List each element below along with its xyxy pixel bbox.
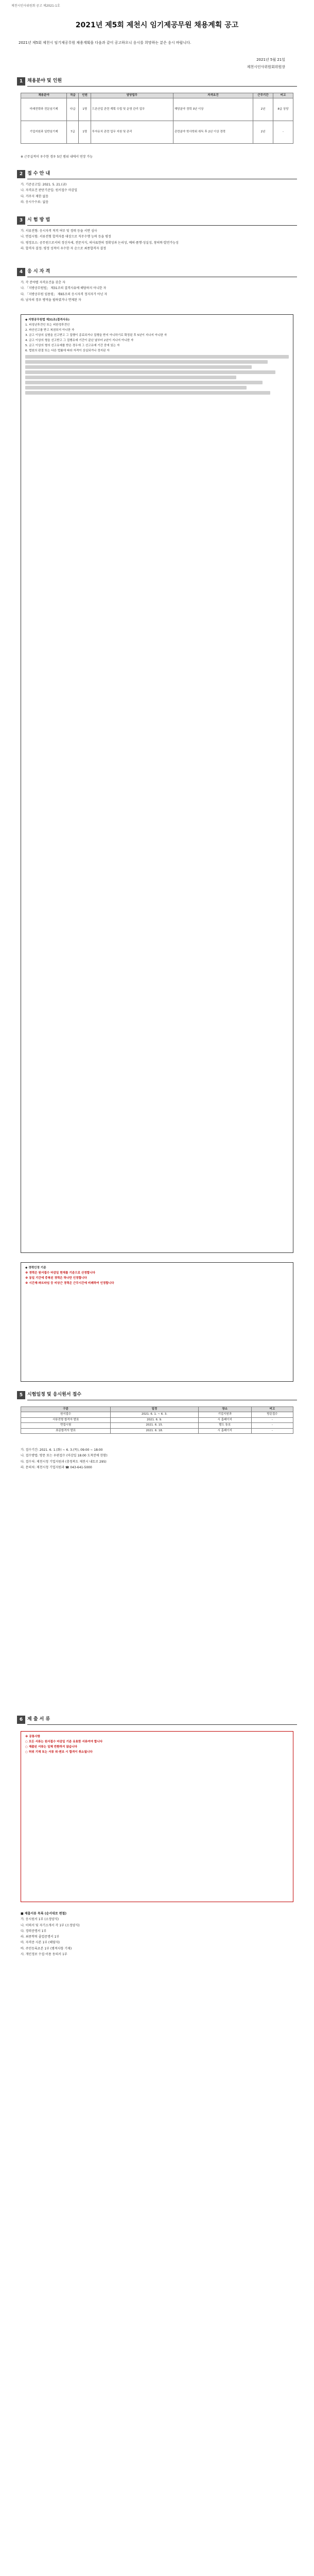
list-item: 다. 「지방공무원 임용령」 제65조의 응시자격 정지자가 아닌 자 (21, 292, 108, 296)
table-cell: 2년 (253, 98, 273, 121)
list-item: 다. 경력증명서 1부 (21, 1929, 47, 1933)
documents-list (21, 1911, 293, 1958)
table-cell: 7급 (67, 121, 79, 144)
table-header: 장소 (198, 1407, 251, 1412)
list-item: 라. 최종학력 졸업증명서 1부 (21, 1935, 60, 1939)
table-cell: - (273, 121, 293, 144)
section-number: 4 (17, 268, 25, 276)
list-item: 4. 금고 이상의 형을 선고받고 그 집행유예 기간이 끝난 날부터 2년이 지나지 아니한 자 (25, 338, 134, 342)
section-number: 6 (17, 1716, 25, 1724)
reception-list (21, 182, 293, 206)
list-item: ※ 경력은 원서접수 마감일 현재를 기준으로 산정합니다 (25, 1271, 96, 1275)
section-number: 2 (17, 170, 25, 178)
section-1-heading (17, 77, 297, 86)
table-row (21, 98, 293, 121)
section-label: 채용분야 및 인원 (27, 78, 62, 83)
section-label: 응 시 자 격 (27, 269, 50, 274)
list-item: 나. 이력서 및 자기소개서 각 1부 (소정양식) (21, 1923, 80, 1927)
table-cell: 최종합격자 발표 (21, 1428, 111, 1433)
section-2-heading (17, 170, 297, 178)
section-5-heading (17, 1391, 297, 1399)
table-cell: 미래전략과 전문임기제 (21, 98, 67, 121)
table-cell: 2021. 6. 15. (111, 1423, 198, 1428)
exam-method-list (21, 229, 293, 252)
box-title: ※ 공통사항 (25, 1735, 40, 1738)
table-cell: - (251, 1423, 293, 1428)
list-item: 다. 평정요소: 공무원으로서의 정신자세, 전문지식, 의사표현의 정확성과 논리성, 예의·품행·성실성, 창의력·발전가능성 (21, 241, 179, 245)
list-item: ※ 동일 기간에 중복된 경력은 하나만 인정합니다 (25, 1276, 87, 1280)
list-item: 나. 「지방공무원법」 제31조의 결격사유에 해당하지 아니한 자 (21, 286, 107, 291)
table-cell: 1명 (79, 98, 91, 121)
list-item: 가. 응시원서 1부 (소정양식) (21, 1918, 59, 1922)
text-line-placeholder (25, 381, 263, 384)
divider (27, 225, 297, 226)
table-header: 담당업무 (91, 93, 173, 98)
table-row (21, 1417, 293, 1422)
disqualification-box (21, 314, 293, 1253)
table-header: 비고 (273, 93, 293, 98)
signer: 제천시인사위원회위원장 (247, 65, 285, 69)
list-item: 나. 접수방법: 방문 또는 우편접수 (마감일 18:00 도착분에 한함) (21, 1454, 108, 1458)
box-title: ◆ 지방공무원법 제31조(결격사유) (25, 318, 69, 321)
table-header: 비고 (251, 1407, 293, 1412)
text-line-placeholder (25, 391, 270, 395)
table-cell: 관련분야 학사학위 취득 후 2년 이상 경력 (173, 121, 253, 144)
list-item: ○ 제출된 서류는 일체 반환하지 않습니다 (25, 1745, 78, 1749)
list-item: 다. 접수처: 제천시청 기업지원과 (충청북도 제천시 내토로 295) (21, 1460, 107, 1464)
list-item: 마. 자격증 사본 1부 (해당자) (21, 1941, 60, 1945)
table-cell: 1명 (79, 121, 91, 144)
table-cell: 2021. 6. 18. (111, 1428, 198, 1433)
application-list (21, 1448, 293, 1471)
list-item: 가. 각 분야별 자격요건을 갖춘 자 (21, 281, 65, 284)
text-line-placeholder (25, 386, 247, 389)
table-row (21, 1423, 293, 1428)
announcement-date: 2021년 5월 21일 (256, 58, 285, 62)
table-note: ※ 근무실적이 우수한 경우 5년 범위 내에서 연장 가능 (21, 155, 93, 159)
list-item: 가. 서류전형: 응시자격 적격 여부 및 경력 등을 서면 심사 (21, 229, 97, 233)
list-item: 사. 개인정보 수집·이용 동의서 1부 (21, 1953, 67, 1957)
list-item: 다. 거주지 제한 없음 (21, 194, 48, 198)
table-header: 자격요건 (173, 93, 253, 98)
table-cell: 2년 (253, 121, 273, 144)
table-header: 일정 (111, 1407, 198, 1412)
page-title: 2021년 제5회 제천시 임기제공무원 채용계획 공고 (75, 21, 239, 29)
text-line-placeholder (25, 355, 289, 359)
table-cell: - (251, 1417, 293, 1422)
table-cell: 시 홈페이지 (198, 1417, 251, 1422)
table-header: 근무기간 (253, 93, 273, 98)
career-criteria-box (21, 1262, 293, 1382)
list-item: 라. 문의처: 제천시청 기업지원과 ☎ 043-641-5000 (21, 1465, 92, 1469)
section-number: 1 (17, 77, 25, 86)
list-item: ○ 허위 기재 또는 서류 위·변조 시 합격이 취소됩니다 (25, 1750, 93, 1754)
text-line-placeholder (25, 376, 236, 379)
table-header: 인원 (79, 93, 91, 98)
list-item: 나. 자격요건 판단기준일: 원서접수 마감일 (21, 189, 78, 193)
table-cell: 면접시험 (21, 1423, 111, 1428)
table-cell: 방문접수 (251, 1412, 293, 1417)
text-line-placeholder (25, 365, 252, 369)
section-3-heading (17, 216, 297, 225)
text-line-placeholder (25, 370, 275, 374)
section-label: 시 험 방 법 (27, 217, 50, 223)
list-item: 6. 법원의 판결 또는 다른 법률에 따라 자격이 상실되거나 정지된 자 (25, 349, 110, 352)
list-item: 나. 면접시험: 서류전형 합격자를 대상으로 직무수행 능력 등을 평정 (21, 235, 111, 239)
table-cell: 기업지원과 일반임기제 (21, 121, 67, 144)
table-header: 채용분야 (21, 93, 67, 98)
section-6-heading (17, 1716, 297, 1724)
section-label: 제 출 서 류 (27, 1717, 50, 1722)
list-item: 라. 남자의 경우 병역을 필하였거나 면제된 자 (21, 298, 81, 302)
table-cell: 해당분야 경력 3년 이상 (173, 98, 253, 121)
list-item: 1. 피성년후견인 또는 피한정후견인 (25, 323, 70, 327)
table-header: 구분 (21, 1407, 111, 1412)
notice-number: 제천시인사위원회 공고 제2021-1호 (11, 4, 60, 8)
divider (27, 1724, 297, 1725)
list-title: ■ 제출서류 목록 (순서대로 편철) (21, 1912, 67, 1916)
table-header: 직급 (67, 93, 79, 98)
table-row (21, 121, 293, 144)
table-cell: - (251, 1428, 293, 1433)
list-item: 5. 금고 이상의 형의 선고유예를 받은 경우에 그 선고유예 기간 중에 있는 자 (25, 344, 120, 347)
list-item: 2. 파산선고를 받고 복권되지 아니한 자 (25, 328, 75, 332)
section-label: 시험일정 및 응시원서 접수 (27, 1392, 82, 1397)
table-cell: 원서접수 (21, 1412, 111, 1417)
recruitment-table (21, 93, 293, 144)
section-label: 접 수 안 내 (27, 171, 50, 176)
list-item: 라. 응시수수료: 없음 (21, 200, 49, 204)
table-cell: 투자유치 관련 업무 지원 및 관리 (91, 121, 173, 144)
section-number: 5 (17, 1391, 25, 1399)
table-cell: 2021. 6. 9. (111, 1417, 198, 1422)
table-cell: 2021. 6. 1. ~ 6. 3. (111, 1412, 198, 1417)
list-item: 가. 기준공고일: 2021. 5. 21.(금) (21, 183, 67, 187)
box-title: ◆ 경력인정 기준 (25, 1266, 46, 1269)
schedule-table (21, 1406, 293, 1434)
list-item: 3. 금고 이상의 실형을 선고받고 그 집행이 종료되거나 집행을 받지 아니하기로 확정된 후 5년이 지나지 아니한 자 (25, 333, 167, 337)
list-item: 라. 합격자 결정: 평정 성적이 우수한 자 순으로 최종합격자 결정 (21, 246, 106, 250)
list-item: ※ 시간제·파트타임 등 비상근 경력은 근무시간에 비례하여 인정합니다 (25, 1281, 114, 1285)
divider (27, 86, 297, 87)
table-cell: 별도 통보 (198, 1423, 251, 1428)
eligibility-list (21, 280, 293, 303)
table-cell: 시 홈페이지 (198, 1428, 251, 1433)
table-row (21, 1428, 293, 1433)
table-row (21, 1412, 293, 1417)
section-number: 3 (17, 216, 25, 225)
section-4-heading (17, 268, 297, 276)
table-cell: 8급 상당 (273, 98, 293, 121)
list-item: 바. 주민등록초본 1부 (병적사항 기재) (21, 1946, 72, 1951)
common-notes-box (21, 1731, 293, 1902)
list-item: ○ 모든 서류는 원서접수 마감일 기준 유효한 서류여야 합니다 (25, 1740, 103, 1743)
table-cell: 서류전형 합격자 발표 (21, 1417, 111, 1422)
table-cell: 드론산업 관련 계획 수립 및 운영 관리 업무 (91, 98, 173, 121)
table-cell: 기업지원과 (198, 1412, 251, 1417)
text-line-placeholder (25, 360, 268, 364)
table-cell: 다급 (67, 98, 79, 121)
intro-text: 2021년 제5회 제천시 임기제공무원 채용계획을 다음과 같이 공고하오니 응시를 희망하는 분은 응시 바랍니다. (19, 41, 191, 45)
list-item: 가. 접수기간: 2021. 6. 1.(화) ~ 6. 3.(목), 09:00 ~ 18:00 (21, 1448, 103, 1452)
